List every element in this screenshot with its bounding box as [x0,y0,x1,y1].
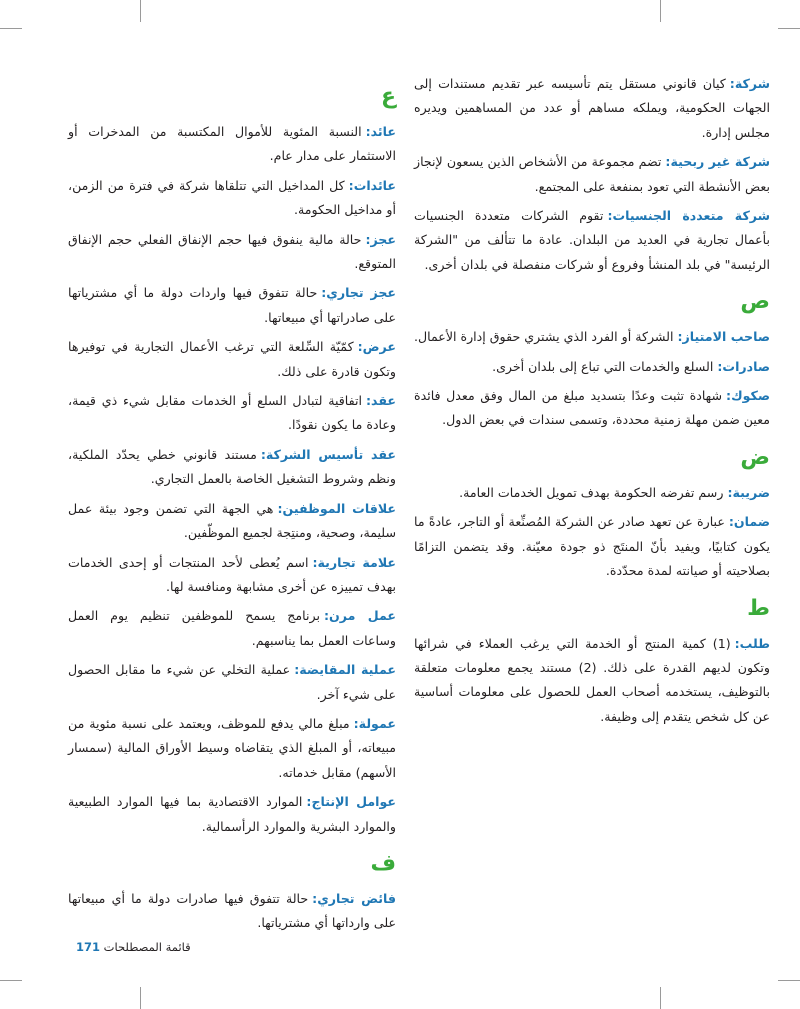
glossary-entry [414,150,770,199]
glossary-definition: مستند قانوني خطي يحدّد الملكية، ونظم وشروط التشغيل الخاصة بالعمل التجاري. [68,446,396,487]
section-letter: ض [740,444,770,470]
section-letter: ص [740,289,770,315]
crop-mark [0,28,22,29]
section-letter: ط [747,595,770,621]
glossary-definition: عملية التخلي عن شيء ما مقابل الحصول على شيء آخر. [68,662,396,702]
glossary-definition: كيان قانوني مستقل يتم تأسيسه عبر تقديم مستندات إلى الجهات الحكومية، ويملكه مساهم أو عدد من المساهمين ويديره مجلس إدارة. [414,76,770,140]
glossary-definition: اتفاقية لتبادل السلع أو الخدمات مقابل شيء ذي قيمة، وعادة ما يكون نقودًا. [68,393,396,433]
glossary-term: عمولة: [353,715,396,731]
glossary-term: صكوك: [726,388,770,404]
crop-mark [140,987,141,1009]
glossary-entry [68,228,396,277]
glossary-definition: الموارد الاقتصادية بما فيها الموارد الطبيعية والموارد البشرية والموارد الرأسمالية. [68,794,396,834]
glossary-entry [68,389,396,438]
crop-mark [778,28,800,29]
glossary-entry [414,325,770,349]
glossary-term: صادرات: [717,358,770,374]
section-letter: ف [370,850,396,876]
glossary-column-left [68,72,396,941]
glossary-definition: السلع والخدمات التي تباع إلى بلدان أخرى. [492,358,714,374]
glossary-definition: النسبة المئوية للأموال المكتسبة من المدخرات أو الاستثمار على مدار عام. [68,124,396,164]
glossary-entry [414,510,770,583]
glossary-term: ضريبة: [727,484,770,500]
glossary-definition: اسم يُعطى لأحد المنتجات أو إحدى الخدمات بهدف تمييزه عن أخرى مشابهة ومنافسة لها. [68,554,396,594]
crop-mark [140,0,141,22]
glossary-entry [414,72,770,145]
glossary-definition: كل المداخيل التي تتلقاها شركة في فترة من الزمن، أو مداخيل الحكومة. [68,177,396,218]
glossary-entry [68,120,396,169]
glossary-term: طلب: [734,635,770,651]
glossary-term: شركة غير ربحية: [665,154,771,170]
glossary-term: شركة: [729,76,770,91]
glossary-term: عقد: [366,393,396,409]
glossary-term: شركة متعددة الجنسيات: [607,208,770,224]
glossary-term: عوامل الإنتاج: [306,794,396,810]
glossary-entry [414,481,770,505]
glossary-entry [68,443,396,492]
footer-title: قائمة المصطلحات [103,940,191,954]
glossary-term: فائض تجاري: [312,890,396,906]
crop-mark [660,987,661,1009]
page-number: 171 [76,940,101,954]
glossary-definition: رسم تفرضه الحكومة بهدف تمويل الخدمات العامة. [459,484,724,500]
glossary-entry [68,790,396,839]
glossary-definition: عبارة عن تعهد صادر عن الشركة المُصنِّعة أو التاجر، عادةً ما يكون كتابيًا، ويفيد بأنّ المنتَج ذو جودة معيّنة. وقد يتضمن التزامًا بصلاحيته أو صيانته لمدة محدّدة. [414,514,770,579]
glossary-term: علاقات الموظفين: [277,500,396,516]
glossary-entry [68,281,396,330]
glossary-term: عقد تأسيس الشركة: [260,446,396,462]
glossary-entry [414,204,770,277]
glossary-term: صاحب الامتياز: [677,329,770,345]
glossary-entry [414,384,770,433]
glossary-definition: حالة مالية ينفوق فيها حجم الإنفاق الفعلي حجم الإنفاق المتوقع. [68,231,396,272]
glossary-entry [68,551,396,600]
glossary-term: عائدات: [348,177,396,193]
glossary-definition: تضم مجموعة من الأشخاص الذين يسعون لإنجاز بعض الأنشطة التي تعود بمنفعة على المجتمع. [414,154,770,194]
glossary-definition: مبلغ مالي يدفع للموظف، ويعتمد على نسبة مئوية من مبيعاته، أو المبلغ الذي يتقاضاه وسيط الأوراق المالية (سمسار الأسهم) مقابل خدماته. [68,715,396,780]
glossary-definition: تقوم الشركات متعددة الجنسيات بأعمال تجارية في العديد من البلدان. عادة ما تتألف من "الشركة الرئيسة" في بلد المنشأ وفروع أو شركات منفصلة في بلدان أخرى. [414,208,770,272]
glossary-term: علامة تجارية: [312,554,396,570]
glossary-entry [414,355,770,379]
glossary-definition: حالة تتفوق فيها واردات دولة ما أي مشترياتها على صادراتها أي مبيعاتها. [68,285,396,325]
glossary-entry [68,658,396,707]
glossary-entry [68,497,396,546]
glossary-definition: (1) كمية المنتج أو الخدمة التي يرغب العملاء في شرائها وتكون لديهم القدرة على ذلك. (2) مستند يجمع معلومات متعلقة بالتوظيف، يستخدمه أصحاب العمل للحصول على معلومات أساسية عن كل شخص يتقدم إلى وظيفة. [414,635,770,724]
glossary-term: عمل مرن: [323,608,396,624]
glossary-entry [68,174,396,223]
glossary-entry [68,335,396,384]
crop-mark [0,980,22,981]
crop-mark [660,0,661,22]
glossary-definition: الشركة أو الفرد الذي يشتري حقوق إدارة الأعمال. [414,329,674,345]
page-footer [68,940,191,954]
glossary-term: عملية المقايضة: [294,662,396,678]
glossary-column-right [414,72,770,734]
glossary-term: عجز: [365,231,396,247]
glossary-entry [68,887,396,936]
glossary-term: عائد: [365,124,396,139]
glossary-definition: برنامج يسمح للموظفين تنظيم يوم العمل وساعات العمل بما يناسبهم. [68,608,396,648]
glossary-definition: هي الجهة التي تضمن وجود بيئة عمل سليمة، وصحية، ومنتِجة لجميع الموظّفين. [68,500,396,541]
glossary-term: عرض: [357,339,396,355]
glossary-term: ضمان: [728,514,770,530]
glossary-definition: كمّيّة السِّلعة التي ترغب الأعمال التجارية في توفيرها وتكون قادرة على ذلك. [68,339,396,379]
glossary-entry [68,712,396,785]
section-letter: ع [380,84,396,109]
glossary-definition: حالة تتفوق فيها صادرات دولة ما أي مبيعاتها على وارداتها أي مشترياتها. [68,890,396,931]
glossary-entry [414,632,770,730]
glossary-definition: شهادة تثبت وعدًا بتسديد مبلغ من المال وفق معدل فائدة معين ضمن مهلة زمنية محددة، وتسمى سندات في بعض الدول. [414,388,770,428]
glossary-term: عجز تجاري: [321,285,396,301]
glossary-entry [68,604,396,653]
crop-mark [778,980,800,981]
